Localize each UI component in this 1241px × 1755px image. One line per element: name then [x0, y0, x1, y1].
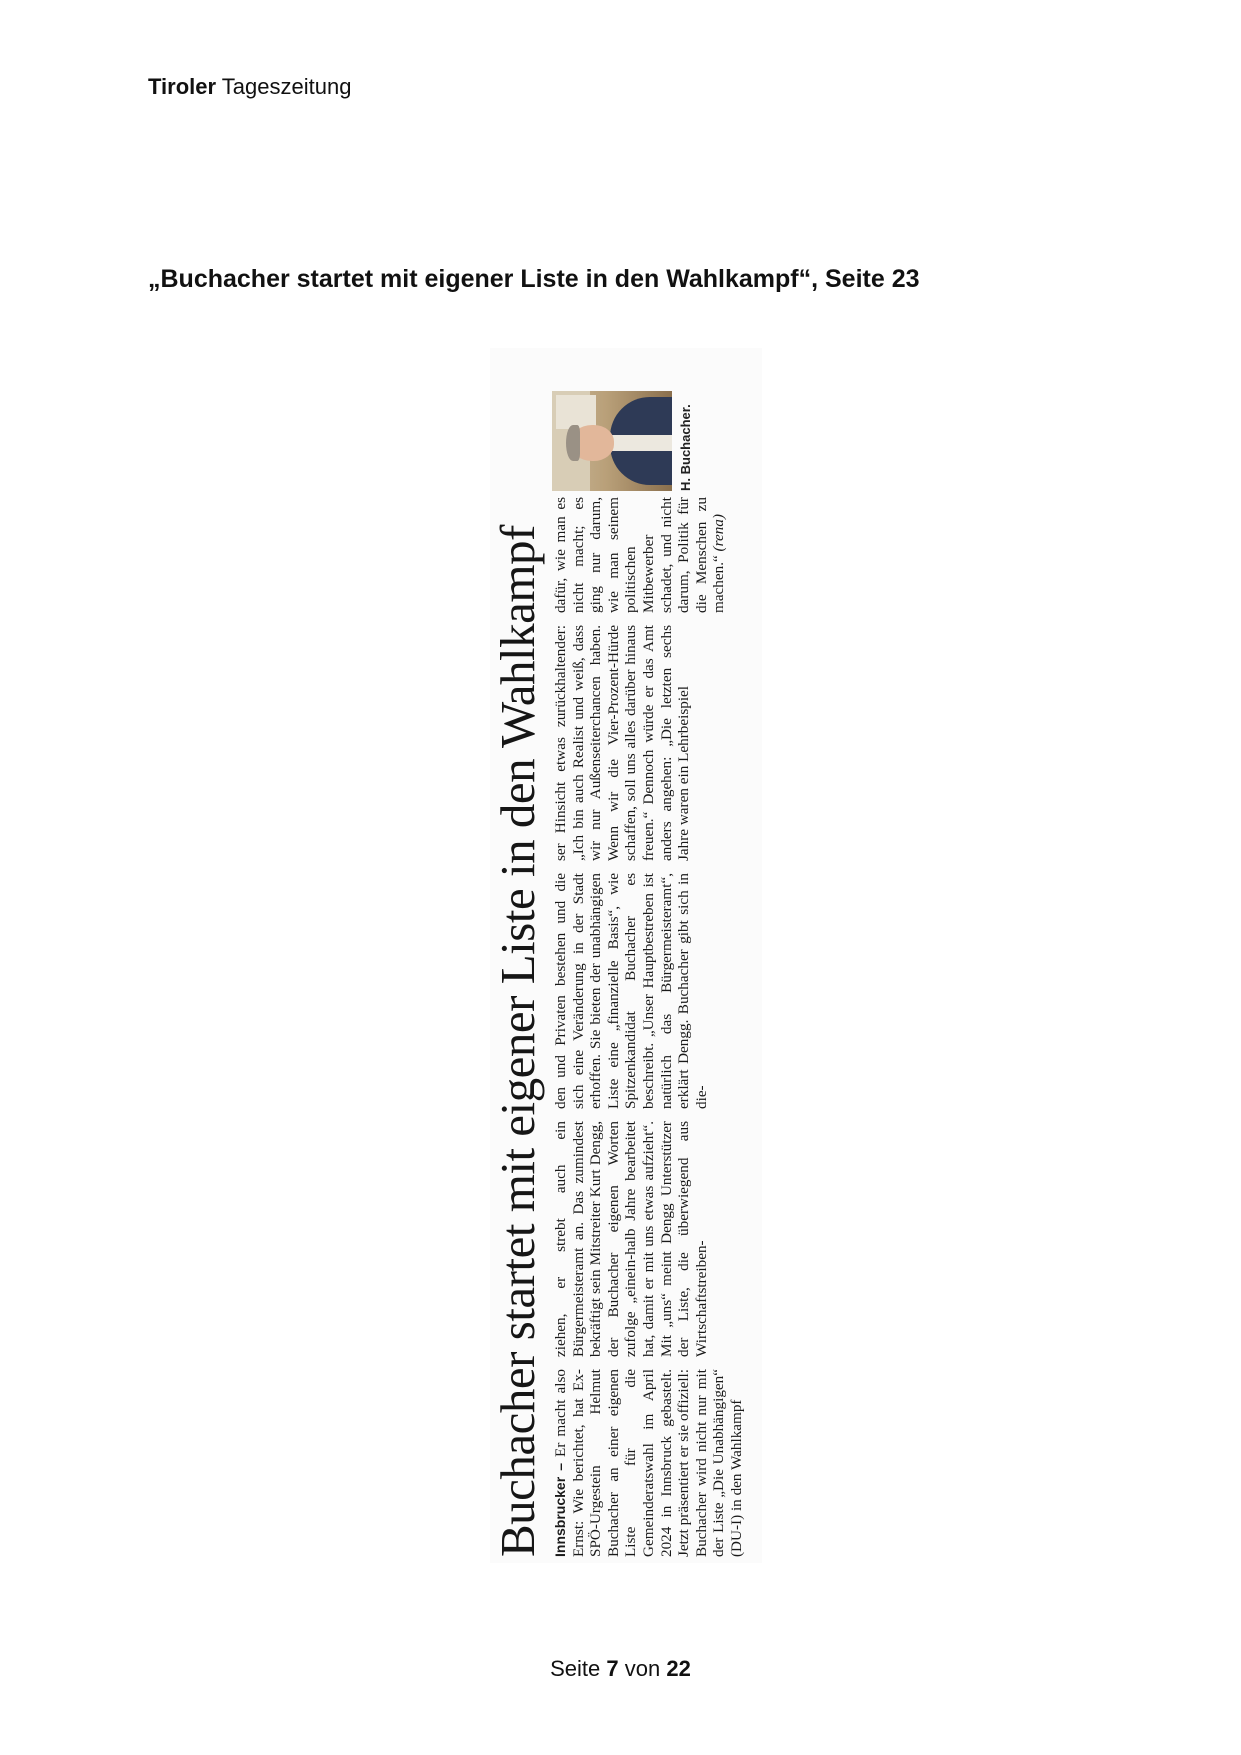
article-dateline: Innsbrucker – [552, 1462, 568, 1557]
article-column-4 [552, 625, 757, 861]
photo-shirt [612, 435, 672, 451]
article-headline: Buchacher startet mit eigener Liste in den Wahlkampf [490, 525, 545, 1557]
article-column-1-text: Er macht also Ernst: Wie berichtet, hat Ex-SPÖ-Urgestein Helmut Buchacher an einer eigenen Liste für die Gemeinderatswahl im April 2024 in Innsbruck gebastelt. Jetzt präsentiert er sie offiziell: Buchacher wird nicht nur mit der Liste „Die Unabhängigen“ (DU-I) in den Wahlkampf [552, 1369, 745, 1557]
article-column-4-text: ser Hinsicht etwas zurückhaltender: „Ich bin auch Realist und weiß, dass wir nur Außenseiterchancen haben. Wenn wir die Vier-Prozent-Hürde schaffen, soll uns alles darüber hinaus freuen.“ Dennoch würde er das Amt anders angehen: „Die letzten sechs Jahre waren ein Lehrbeispiel [552, 625, 693, 861]
photo-window [556, 395, 596, 429]
article-column-1 [552, 1369, 757, 1557]
page-current: 7 [606, 1656, 619, 1681]
publication-name-rest: Tageszeitung [221, 74, 352, 99]
article-column-5-text: dafür, wie man es nicht macht; es ging nur darum, wie man seinem politischen Mitbewerber schadet, und nicht darum, Politik für die Menschen zu machen.“ [552, 497, 728, 613]
article-column-5 [552, 497, 757, 613]
publication-name [148, 74, 351, 100]
newspaper-clipping [490, 348, 762, 1563]
portrait-photo [552, 391, 672, 491]
article-column-3 [552, 873, 757, 1109]
article-column-3-text: den und Privaten bestehen und die sich eine Veränderung in der Stadt erhoffen. Sie bieten der unabhängigen Liste eine „finanzielle Basis“, wie Spitzenkandidat Buchacher es beschreibt. „Unser Hauptbestreben ist natürlich das Bürgermeisteramt“, erklärt Dengg. Buchacher gibt sich in die- [552, 873, 710, 1109]
clipping-content [490, 348, 762, 1563]
page-total: 22 [666, 1656, 691, 1681]
page-prefix: Seite [550, 1656, 601, 1681]
publication-name-bold: Tiroler [148, 74, 217, 99]
article-column-2 [552, 1121, 757, 1357]
document-title: „Buchacher startet mit eigener Liste in den Wahlkampf“, Seite 23 [148, 265, 920, 293]
article-column-2-text: ziehen, er strebt auch ein Bürgermeisteramt an. Das zumindest bekräftigt sein Mitstreiter Kurt Dengg, der Buchacher eigenen Worten zufolge „einein-halb Jahre bearbeitet hat, damit er mit uns etwas aufzieht“. Mit „uns“ meint Dengg Unterstützer der Liste, die überwiegend aus Wirtschaftstreiben- [552, 1121, 710, 1357]
page-middle: von [624, 1656, 661, 1681]
photo-hair [566, 425, 580, 461]
article-credit: (rena) [710, 514, 728, 552]
photo-caption: H. Buchacher. [678, 404, 693, 491]
page-number [0, 1656, 1241, 1682]
